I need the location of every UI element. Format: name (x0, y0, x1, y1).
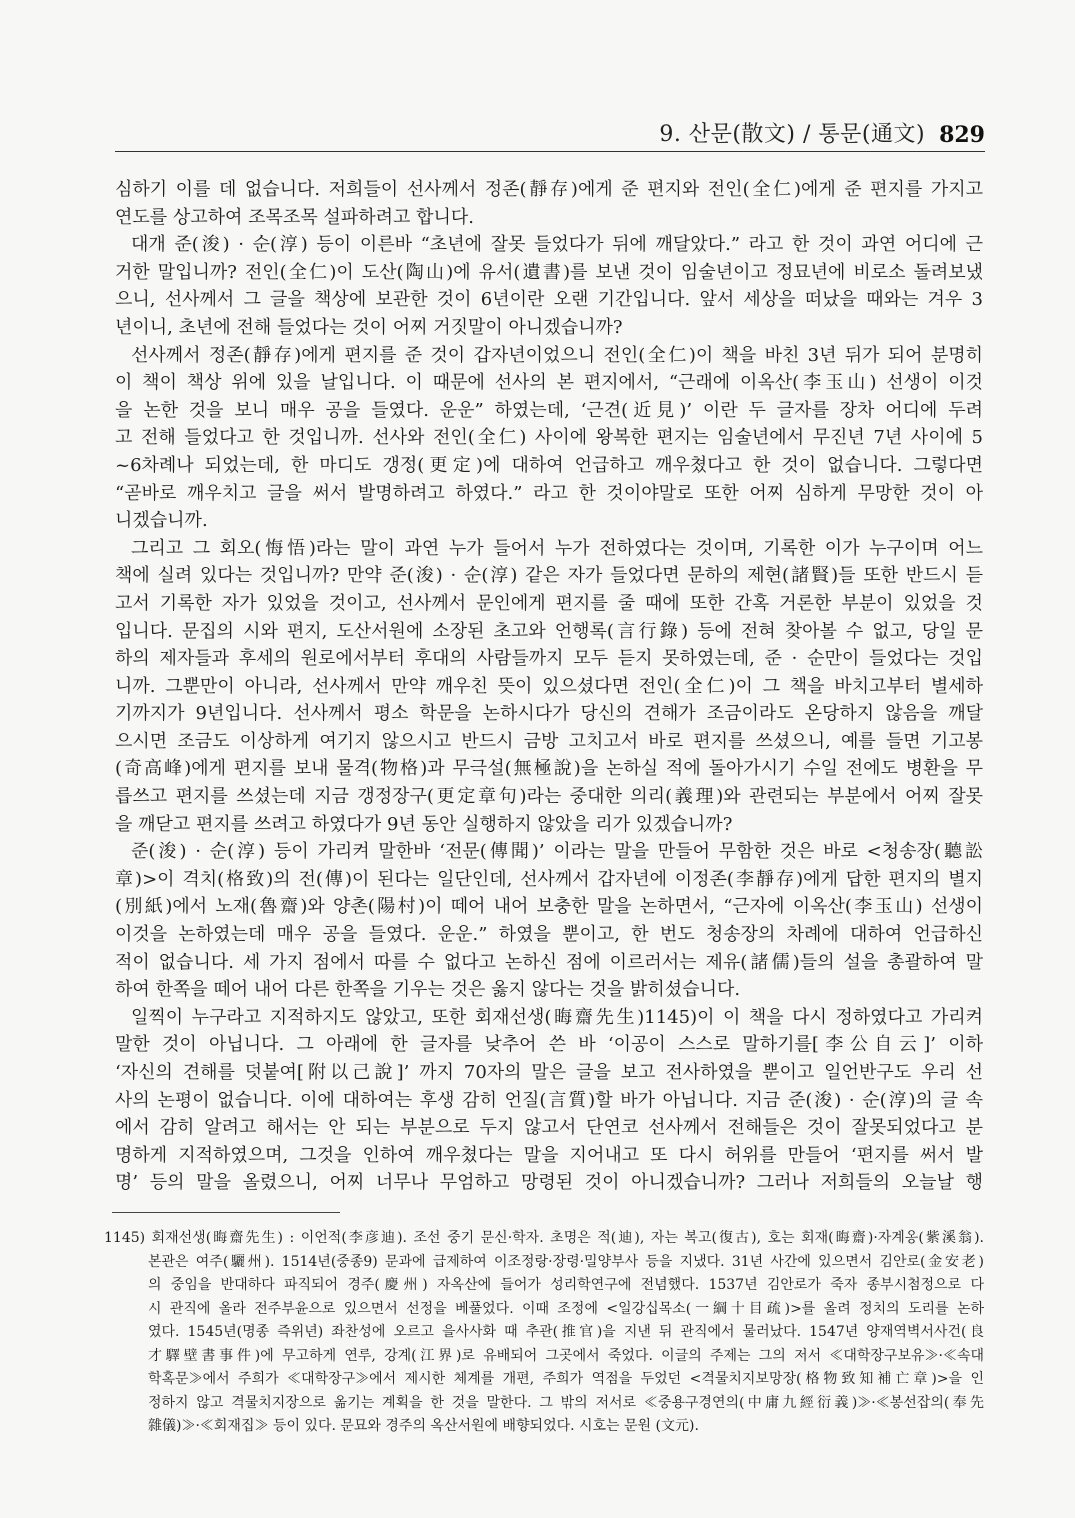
footnote-separator (112, 1212, 340, 1213)
body-line: 으시면 조금도 이상하게 여기지 않으시고 반드시 금방 고치고서 바로 편지를 쓰셨으니, 예를 들면 기고봉 (115, 730, 983, 752)
paragraph (115, 176, 983, 231)
body-line: “곧바로 깨우치고 글을 써서 발명하려고 하였다.” 라고 한 것이야말로 또한 어찌 심하게 무망한 것이 아 (115, 482, 983, 504)
body-line: (奇高峰)에게 편지를 보내 물격(物格)과 무극설(無極說)을 논하실 적에 돌아가시기 수일 전에도 병환을 무 (115, 758, 983, 780)
footnote-line: 학혹문≫에서 주희가 ≪대학장구≫에서 제시한 체계를 개편, 주희가 역점을 두었던 <격물치지보망장(格物致知補亡章)>을 인 (148, 1371, 984, 1387)
body-line: 章)>이 격치(格致)의 전(傳)이 된다는 일단인데, 선사께서 갑자년에 이정존(李靜存)에게 답한 편지의 별지 (115, 868, 983, 890)
body-line: 하의 제자들과 후세의 원로에서부터 후대의 사람들까지 모두 듣지 못하였는데, 준 · 순만이 들었다는 것입 (115, 648, 983, 670)
body-line: 선사께서 정존(靜存)에게 편지를 준 것이 갑자년이었으니 전인(全仁)이 책을 바친 3년 뒤가 되어 분명히 (131, 344, 983, 366)
body-line: 적이 없습니다. 세 가지 점에서 따를 수 없다고 논하신 점에 이르러서는 제유(諸儒)들의 설을 총괄하여 말 (115, 951, 983, 973)
body-line: 사의 논평이 없습니다. 이에 대하여는 후생 감히 언질(言質)할 바가 아닙니다. 지금 준(浚) · 순(淳)의 글 속 (115, 1089, 983, 1111)
body-line: 하여 한쪽을 떼어 내어 다른 한쪽을 기우는 것은 옳지 않다는 것을 밝히셨습니다. (115, 979, 741, 1001)
body-line: 릅쓰고 편지를 쓰셨는데 지금 갱정장구(更定章句)라는 중대한 의리(義理)와 관련되는 부분에서 어찌 잘못 (115, 786, 983, 808)
body-line: 에서 감히 알려고 해서는 안 되는 부분으로 두지 않고서 단연코 선사께서 전해들은 것이 잘못되었다고 분 (115, 1117, 983, 1139)
running-header (115, 118, 985, 150)
footnote-line: 의 중임을 반대하다 파직되어 경주(慶州) 자옥산에 들어가 성리학연구에 전념했다. 1537년 김안로가 죽자 종부시첨정으로 다 (148, 1277, 984, 1293)
body-line: 을 논한 것을 보니 매우 공을 들였다. 운운” 하였는데, ‘근견(近見)’ 이란 두 글자를 장차 어디에 두려 (115, 399, 983, 421)
body-line: 기까지가 9년입니다. 선사께서 평소 학문을 논하시다가 당신의 견해가 조금이라도 온당하지 않음을 깨달 (115, 703, 983, 725)
body-line: 책에 실려 있다는 것입니까? 만약 준(浚) · 순(淳) 같은 자가 들었다면 문하의 제현(諸賢)들 또한 반드시 듣 (115, 565, 983, 587)
paragraph (115, 231, 983, 341)
body-line: 으니, 선사께서 그 글을 책상에 보관한 것이 6년이란 오랜 기간입니다. 앞서 세상을 떠났을 때와는 겨우 3 (115, 289, 983, 311)
body-line: 이 책이 책상 위에 있을 날입니다. 이 때문에 선사의 본 편지에서, “근래에 이옥산(李玉山) 선생이 이것 (115, 372, 983, 394)
body-line: 고 전해 들었다고 한 것입니까. 선사와 전인(全仁) 사이에 왕복한 편지는 임술년에서 무진년 7년 사이에 5 (115, 427, 983, 449)
footnote-line: 본관은 여주(驪州). 1514년(중종9) 문과에 급제하여 이조정랑·장령·밀양부사 등을 지냈다. 31년 사간에 있으면서 김안로(金安老) (148, 1253, 984, 1270)
body-line: 그리고 그 회오(悔悟)라는 말이 과연 누가 들어서 누가 전하였다는 것이며, 기록한 이가 누구이며 어느 (131, 537, 983, 559)
header-rule (115, 151, 985, 152)
footnote-line: 정하지 않고 격물치지장으로 옮기는 계획을 한 것을 말한다. 그 밖의 저서로 ≪중용구경연의(中庸九經衍義)≫·≪봉선잡의(奉先 (148, 1394, 984, 1411)
body-line: ‘자신의 견해를 덧붙여[附以己說]’ 까지 70자의 말은 글을 보고 전사하였을 뿐이고 일언반구도 우리 선 (115, 1062, 983, 1083)
body-line: 심하기 이를 데 없습니다. 저희들이 선사께서 정존(靜存)에게 준 편지와 전인(全仁)에게 준 편지를 가지고 (115, 179, 983, 200)
footnote-line: 1145) 회재선생(晦齋先生) : 이언적(李彦迪). 조선 중기 문신·학자. 초명은 적(迪), 자는 복고(復古), 호는 회재(晦齋)·자계옹(紫溪翁). (104, 1230, 984, 1246)
paragraph (115, 1004, 983, 1197)
body-line: 입니다. 문집의 시와 편지, 도산서원에 소장된 초고와 언행록(言行錄) 등에 전혀 찾아볼 수 없고, 당일 문 (115, 620, 983, 642)
body-line: 거한 말입니까? 전인(全仁)이 도산(陶山)에 유서(遺書)를 보낸 것이 임술년이고 정묘년에 비로소 돌려보냈 (115, 261, 983, 283)
body-line: ~6차례나 되었는데, 한 마디도 갱정(更定)에 대하여 언급하고 깨우쳤다고 한 것이 없습니다. 그렇다면 (115, 454, 983, 476)
body-line: 명’ 등의 말을 올렸으니, 어찌 너무나 무엄하고 망령된 것이 아니겠습니까? 그러나 저희들의 오늘날 행 (115, 1172, 983, 1194)
paragraph (115, 535, 983, 839)
body-line: 명하게 지적하였으며, 그것을 인하여 깨우쳤다는 말을 지어내고 또 다시 허위를 만들어 ‘편지를 써서 발 (115, 1144, 983, 1166)
body-line: 대개 준(浚) · 순(淳) 등이 이른바 “초년에 잘못 들었다가 뒤에 깨달았다.” 라고 한 것이 과연 어디에 근 (131, 234, 983, 256)
footnote-line: 才驛壁書事件)에 무고하게 연루, 강계(江界)로 유배되어 그곳에서 죽었다. 이글의 주제는 그의 저서 ≪대학장구보유≫·≪속대 (148, 1347, 984, 1364)
paragraph (115, 342, 983, 535)
body-line: 니까. 그뿐만이 아니라, 선사께서 만약 깨우친 뜻이 있으셨다면 전인(全仁)이 그 책을 바치고부터 별세하 (115, 675, 983, 697)
body-line: 을 깨닫고 편지를 쓰려고 하였다가 9년 동안 실행하지 않았을 리가 있겠습니까? (115, 813, 733, 835)
body-line: 말한 것이 아닙니다. 그 아래에 한 글자를 낮추어 쓴 바 ‘이공이 스스로 말하기를[李公自云]’ 이하 (115, 1034, 983, 1056)
body-line: 준(浚) · 순(淳) 등이 가리켜 말한바 ‘전문(傳聞)’ 이라는 말을 만들어 무함한 것은 바로 <청송장(聽訟 (131, 841, 983, 863)
page-number: 829 (939, 122, 985, 148)
footnote-line: 시 관직에 올라 전주부윤으로 있으면서 선정을 베풀었다. 이때 조정에 <일강십목소(一綱十目疏)>를 올려 정치의 도리를 논하 (148, 1300, 984, 1317)
body-line: 일찍이 누구라고 지적하지도 않았고, 또한 회재선생(晦齋先生)1145)이 이 책을 다시 정하였다고 가리켜 (131, 1006, 983, 1028)
body-line: 이것을 논하였는데 매우 공을 들였다. 운운.” 하였을 뿐이고, 한 번도 청송장의 차례에 대하여 언급하신 (115, 924, 983, 946)
body-line: 고서 기록한 자가 있었을 것이고, 선사께서 문인에게 편지를 줄 때에 또한 간혹 거론한 부분이 있었을 것 (115, 592, 983, 614)
body-line: (別紙)에서 노재(魯齋)와 양촌(陽村)이 떼어 내어 보충한 말을 논하면서, “근자에 이옥산(李玉山) 선생이 (115, 896, 983, 918)
body-text (115, 176, 983, 1197)
chapter-title: 9. 산문(散文) / 통문(通文) (659, 122, 926, 147)
body-line: 연도를 상고하여 조목조목 설파하려고 합니다. (115, 206, 474, 228)
body-line: 년이니, 초년에 전해 들었다는 것이 어찌 거짓말이 아니겠습니까? (115, 316, 623, 338)
footnote-line: 였다. 1545년(명종 즉위년) 좌찬성에 오르고 을사사화 때 추관(推官)을 지낸 뒤 관직에서 물러났다. 1547년 양재역벽서사건(良 (148, 1324, 984, 1340)
body-line: 니겠습니까. (115, 510, 208, 532)
paragraph (115, 838, 983, 1004)
footnote (104, 1227, 984, 1439)
footnote-line: 雜儀)≫·≪회재집≫ 등이 있다. 문묘와 경주의 옥산서원에 배향되었다. 시호는 문원 (文元). (148, 1418, 699, 1434)
